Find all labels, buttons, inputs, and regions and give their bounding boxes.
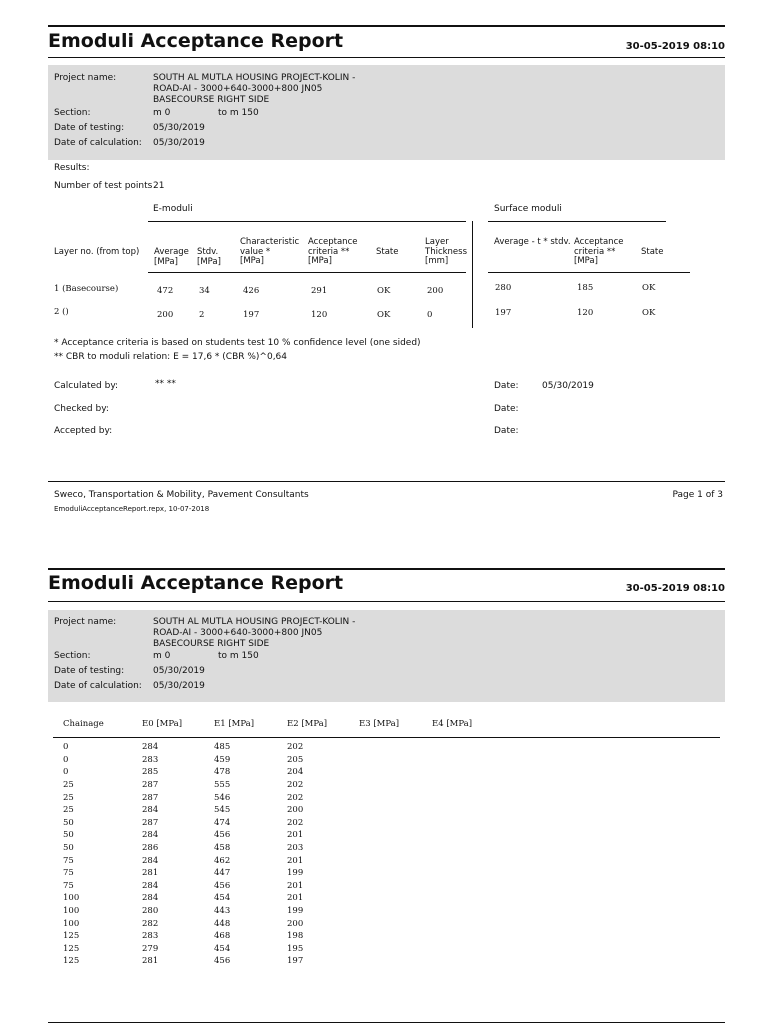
e1-cell: 447 bbox=[214, 868, 231, 879]
calc-date-value: 05/30/2019 bbox=[153, 138, 205, 148]
accepted-by-label: Accepted by: bbox=[54, 426, 113, 436]
chainage-cell: 75 bbox=[63, 855, 74, 866]
e2-cell: 201 bbox=[287, 855, 304, 866]
e2-cell: 201 bbox=[287, 830, 304, 841]
section-to: to m 150 bbox=[218, 651, 259, 661]
header-line: [MPa] bbox=[308, 256, 332, 266]
e1-cell: 458 bbox=[214, 843, 231, 854]
calculated-by-label: Calculated by: bbox=[54, 381, 119, 391]
header-line: [MPa] bbox=[240, 256, 264, 266]
testing-date-label: Date of testing: bbox=[54, 666, 125, 676]
header-line: Acceptance bbox=[574, 237, 624, 247]
table-row bbox=[63, 804, 359, 817]
e2-cell: 199 bbox=[287, 868, 304, 879]
row-surface-acceptance: 120 bbox=[577, 308, 594, 318]
header-line: criteria ** bbox=[574, 246, 616, 257]
e1-cell: 555 bbox=[214, 780, 231, 791]
e0-cell: 284 bbox=[142, 880, 159, 891]
row-thickness: 200 bbox=[427, 286, 444, 296]
emoduli-group-rule bbox=[148, 221, 466, 222]
chainage-cell: 50 bbox=[63, 830, 74, 841]
e2-cell: 202 bbox=[287, 780, 304, 791]
row-layer: 2 () bbox=[54, 307, 69, 317]
project-line: BASECOURSE RIGHT SIDE bbox=[153, 95, 270, 105]
e0-cell: 284 bbox=[142, 855, 159, 866]
e0-cell: 287 bbox=[142, 780, 159, 791]
row-surface-average: 197 bbox=[495, 308, 512, 318]
e0-cell: 279 bbox=[142, 943, 159, 954]
chainage-cell: 0 bbox=[63, 754, 69, 765]
header-line: Thickness bbox=[425, 246, 468, 257]
e1-cell: 485 bbox=[214, 742, 231, 753]
header-line: [MPa] bbox=[197, 256, 221, 267]
calc-date-label: Date of calculation: bbox=[54, 681, 142, 691]
table-row bbox=[63, 842, 359, 855]
project-name-label: Project name: bbox=[54, 73, 117, 83]
chainage-cell: 125 bbox=[63, 943, 80, 954]
title-rule bbox=[48, 57, 725, 58]
e2-cell: 201 bbox=[287, 893, 304, 904]
testing-date-value: 05/30/2019 bbox=[153, 666, 205, 676]
section-label: Section: bbox=[54, 108, 91, 118]
report-timestamp: 30-05-2019 08:10 bbox=[625, 583, 725, 594]
e0-cell: 284 bbox=[142, 805, 159, 816]
title-rule bbox=[48, 601, 725, 602]
results-label: Results: bbox=[54, 163, 90, 173]
surface-header-rule bbox=[488, 272, 690, 273]
header-surface-acceptance bbox=[574, 238, 623, 267]
chainage-cell: 75 bbox=[63, 868, 74, 879]
e1-cell: 545 bbox=[214, 805, 231, 816]
e1-cell: 456 bbox=[214, 880, 231, 891]
col-header-e2: E2 [MPa] bbox=[287, 719, 328, 729]
table-row bbox=[63, 930, 359, 943]
date-value-1: 05/30/2019 bbox=[542, 381, 594, 391]
e2-cell: 202 bbox=[287, 792, 304, 803]
calc-date-value: 05/30/2019 bbox=[153, 681, 205, 691]
row-average: 200 bbox=[157, 310, 174, 320]
chainage-cell: 50 bbox=[63, 817, 74, 828]
row-state: OK bbox=[377, 310, 391, 320]
e2-cell: 203 bbox=[287, 843, 304, 854]
e1-cell: 474 bbox=[214, 817, 231, 828]
table-row bbox=[63, 917, 359, 930]
footer-page: Page 1 of 3 bbox=[672, 490, 723, 500]
chainage-cell: 125 bbox=[63, 931, 80, 942]
table-row bbox=[63, 943, 359, 956]
e2-cell: 197 bbox=[287, 956, 304, 967]
chainage-cell: 100 bbox=[63, 893, 80, 904]
header-line: criteria ** bbox=[308, 246, 350, 257]
test-points-label: Number of test points bbox=[54, 181, 153, 191]
chainage-header-rule bbox=[53, 737, 720, 738]
header-line: Characteristic bbox=[240, 237, 300, 247]
e1-cell: 454 bbox=[214, 943, 231, 954]
project-line: ROAD-AI - 3000+640-3000+800 JN05 bbox=[153, 84, 323, 94]
header-stdv bbox=[197, 248, 221, 267]
report-timestamp: 30-05-2019 08:10 bbox=[625, 41, 725, 52]
testing-date-value: 05/30/2019 bbox=[153, 123, 205, 133]
table-row bbox=[63, 791, 359, 804]
section-to: to m 150 bbox=[218, 108, 259, 118]
top-rule bbox=[48, 568, 725, 570]
e1-cell: 443 bbox=[214, 906, 231, 917]
header-line: Acceptance bbox=[308, 237, 358, 247]
emoduli-header-rule bbox=[148, 272, 466, 273]
table-row bbox=[63, 854, 359, 867]
e1-cell: 456 bbox=[214, 956, 231, 967]
e1-cell: 454 bbox=[214, 893, 231, 904]
header-line: Stdv. bbox=[197, 247, 219, 257]
row-stdv: 34 bbox=[199, 286, 210, 296]
e2-cell: 195 bbox=[287, 943, 304, 954]
e0-cell: 284 bbox=[142, 893, 159, 904]
note-cbr: ** CBR to moduli relation: E = 17,6 * (CBR %)^0,64 bbox=[54, 352, 288, 362]
e0-cell: 282 bbox=[142, 918, 159, 929]
surface-group-label: Surface moduli bbox=[494, 204, 562, 214]
testing-date-label: Date of testing: bbox=[54, 123, 125, 133]
table-row bbox=[63, 892, 359, 905]
project-name-label: Project name: bbox=[54, 617, 117, 627]
date-label-2: Date: bbox=[494, 404, 519, 414]
project-line: SOUTH AL MUTLA HOUSING PROJECT-KOLIN - bbox=[153, 617, 356, 627]
calculated-by-value: ** ** bbox=[155, 379, 176, 389]
e1-cell: 478 bbox=[214, 767, 231, 778]
emoduli-group-label: E-moduli bbox=[153, 204, 193, 214]
table-row bbox=[63, 829, 359, 842]
e2-cell: 200 bbox=[287, 805, 304, 816]
note-acceptance: * Acceptance criteria is based on students test 10 % confidence level (one sided) bbox=[54, 338, 421, 348]
calc-date-label: Date of calculation: bbox=[54, 138, 142, 148]
row-surface-state: OK bbox=[642, 283, 656, 293]
header-line: Average bbox=[154, 247, 189, 257]
e1-cell: 448 bbox=[214, 918, 231, 929]
project-line: ROAD-AI - 3000+640-3000+800 JN05 bbox=[153, 628, 323, 638]
project-line: BASECOURSE RIGHT SIDE bbox=[153, 639, 270, 649]
e2-cell: 204 bbox=[287, 767, 304, 778]
row-acceptance: 291 bbox=[311, 286, 328, 296]
table-row bbox=[63, 779, 359, 792]
date-label-1: Date: bbox=[494, 381, 519, 391]
e0-cell: 284 bbox=[142, 742, 159, 753]
row-acceptance: 120 bbox=[311, 310, 328, 320]
e1-cell: 546 bbox=[214, 792, 231, 803]
header-line: value * bbox=[240, 246, 271, 257]
e1-cell: 456 bbox=[214, 830, 231, 841]
chainage-cell: 125 bbox=[63, 956, 80, 967]
row-surface-average: 280 bbox=[495, 283, 512, 293]
header-line: [MPa] bbox=[154, 256, 178, 267]
test-points-value: 21 bbox=[153, 181, 165, 191]
row-thickness: 0 bbox=[427, 310, 433, 320]
header-line: [MPa] bbox=[574, 256, 598, 266]
chainage-cell: 25 bbox=[63, 805, 74, 816]
header-line: Layer bbox=[425, 237, 449, 247]
footer-rule bbox=[48, 481, 725, 482]
header-average bbox=[154, 248, 189, 267]
surface-group-rule bbox=[488, 221, 666, 222]
row-layer: 1 (Basecourse) bbox=[54, 284, 119, 294]
report-title: Emoduli Acceptance Report bbox=[48, 572, 344, 594]
e2-cell: 202 bbox=[287, 817, 304, 828]
e2-cell: 205 bbox=[287, 754, 304, 765]
section-from: m 0 bbox=[153, 651, 171, 661]
project-info-panel bbox=[48, 610, 725, 702]
e0-cell: 285 bbox=[142, 767, 159, 778]
header-surface-state: State bbox=[641, 247, 664, 257]
chainage-cell: 0 bbox=[63, 767, 69, 778]
header-surface-average: Average - t * stdv. bbox=[494, 237, 571, 247]
header-layer: Layer no. (from top) bbox=[54, 247, 140, 257]
e2-cell: 201 bbox=[287, 880, 304, 891]
col-header-e0: E0 [MPa] bbox=[142, 719, 183, 729]
date-label-3: Date: bbox=[494, 426, 519, 436]
e0-cell: 283 bbox=[142, 754, 159, 765]
project-info-panel bbox=[48, 65, 725, 160]
report-title: Emoduli Acceptance Report bbox=[48, 30, 344, 52]
chainage-body bbox=[63, 741, 359, 968]
top-rule bbox=[48, 25, 725, 27]
row-characteristic: 426 bbox=[243, 286, 260, 296]
project-line: SOUTH AL MUTLA HOUSING PROJECT-KOLIN - bbox=[153, 73, 356, 83]
e0-cell: 281 bbox=[142, 956, 159, 967]
header-thickness bbox=[425, 238, 467, 267]
e2-cell: 198 bbox=[287, 931, 304, 942]
section-from: m 0 bbox=[153, 108, 171, 118]
e1-cell: 468 bbox=[214, 931, 231, 942]
e0-cell: 281 bbox=[142, 868, 159, 879]
col-header-e4: E4 [MPa] bbox=[432, 719, 473, 729]
e1-cell: 459 bbox=[214, 754, 231, 765]
chainage-cell: 0 bbox=[63, 742, 69, 753]
chainage-cell: 25 bbox=[63, 780, 74, 791]
table-row bbox=[63, 955, 359, 968]
e0-cell: 287 bbox=[142, 792, 159, 803]
footer-company: Sweco, Transportation & Mobility, Pavement Consultants bbox=[54, 490, 309, 500]
footer-file: EmoduliAcceptanceReport.repx, 10-07-2018 bbox=[54, 505, 210, 513]
col-header-e3: E3 [MPa] bbox=[359, 719, 400, 729]
table-row bbox=[63, 905, 359, 918]
e2-cell: 202 bbox=[287, 742, 304, 753]
header-line: [mm] bbox=[425, 256, 449, 266]
header-state: State bbox=[376, 247, 399, 257]
chainage-cell: 100 bbox=[63, 918, 80, 929]
table-row bbox=[63, 754, 359, 767]
row-surface-state: OK bbox=[642, 308, 656, 318]
row-state: OK bbox=[377, 286, 391, 296]
chainage-cell: 100 bbox=[63, 906, 80, 917]
checked-by-label: Checked by: bbox=[54, 404, 109, 414]
col-header-chainage: Chainage bbox=[63, 719, 104, 729]
col-header-e1: E1 [MPa] bbox=[214, 719, 255, 729]
section-label: Section: bbox=[54, 651, 91, 661]
chainage-cell: 75 bbox=[63, 880, 74, 891]
table-row bbox=[63, 766, 359, 779]
bottom-rule bbox=[48, 1022, 725, 1023]
e0-cell: 286 bbox=[142, 843, 159, 854]
header-acceptance bbox=[308, 238, 357, 267]
e2-cell: 199 bbox=[287, 906, 304, 917]
e0-cell: 284 bbox=[142, 830, 159, 841]
e0-cell: 283 bbox=[142, 931, 159, 942]
project-name-value bbox=[153, 617, 355, 650]
table-row bbox=[63, 741, 359, 754]
chainage-cell: 50 bbox=[63, 843, 74, 854]
row-surface-acceptance: 185 bbox=[577, 283, 594, 293]
project-name-value bbox=[153, 73, 355, 106]
table-row bbox=[63, 867, 359, 880]
row-stdv: 2 bbox=[199, 310, 205, 320]
e1-cell: 462 bbox=[214, 855, 231, 866]
table-row bbox=[63, 817, 359, 830]
row-average: 472 bbox=[157, 286, 174, 296]
e0-cell: 287 bbox=[142, 817, 159, 828]
e2-cell: 200 bbox=[287, 918, 304, 929]
chainage-table bbox=[63, 741, 359, 968]
e0-cell: 280 bbox=[142, 906, 159, 917]
chainage-cell: 25 bbox=[63, 792, 74, 803]
group-divider bbox=[472, 221, 473, 328]
row-characteristic: 197 bbox=[243, 310, 260, 320]
table-row bbox=[63, 880, 359, 893]
header-characteristic bbox=[240, 238, 299, 267]
